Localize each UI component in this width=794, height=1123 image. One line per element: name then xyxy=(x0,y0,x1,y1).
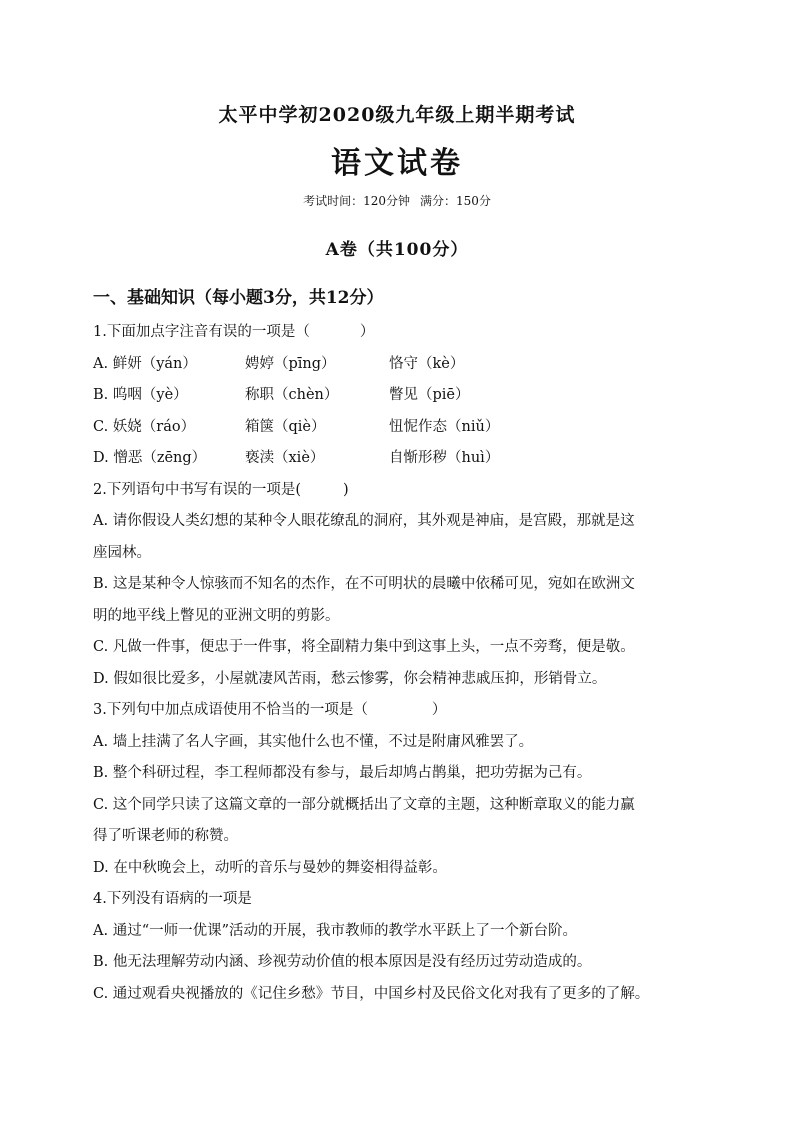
option-line: 座园林。 xyxy=(93,544,151,561)
option-line: 得了听课老师的称赞。 xyxy=(93,828,238,844)
option-line: A. 通过“一师一优课”活动的开展，我市教师的教学水平跃上了一个新台阶。 xyxy=(93,922,578,939)
option-row: A. 鲜妍（yán） 娉婷（pīng） 恪守（kè） xyxy=(93,355,465,372)
option-line: A. 墙上挂满了名人字画，其实他什么也不懂，不过是附庸风雅罢了。 xyxy=(93,733,534,750)
option-line: C. 凡做一件事，便忠于一件事，将全副精力集中到这事上头，一点不旁骛，便是敬。 xyxy=(93,639,635,655)
option-line: D. 在中秋晚会上，动听的音乐与曼妙的舞姿相得益彰。 xyxy=(93,859,447,876)
option-line: A. 请你假设人类幻想的某种令人眼花缭乱的洞府，其外观是神庙，是宫殿，那就是这 xyxy=(93,513,635,529)
question-stem: 4.下列没有语病的一项是 xyxy=(93,891,252,907)
option-row: D. 憎恶（zēng） 亵渎（xiè） 自惭形秽（huì） xyxy=(93,450,500,466)
full-score: 满分：150分 xyxy=(420,194,491,208)
option-row: C. 妖娆（ráo） 箱箧（qiè） 忸怩作态（niǔ） xyxy=(93,418,500,435)
option-line: B. 他无法理解劳动内涵、珍视劳动价值的根本原因是没有经历过劳动造成的。 xyxy=(93,954,592,970)
question-stem: 2.下列语句中书写有误的一项是( ) xyxy=(93,481,349,498)
question-stem: 3.下列句中加点成语使用不恰当的一项是（ ） xyxy=(93,702,447,718)
school-exam-title: 太平中学初2020级九年级上期半期考试 xyxy=(218,104,576,126)
option-line: D. 假如很比爱多，小屋就凄风苦雨，愁云惨雾，你会精神悲戚压抑，形销骨立。 xyxy=(93,670,607,687)
section-heading: 一、基础知识（每小题3分，共12分） xyxy=(93,288,384,308)
subject-title: 语文试卷 xyxy=(331,146,463,181)
option-line: C. 通过观看央视播放的《记住乡愁》节目，中国乡村及民俗文化对我有了更多的了解。 xyxy=(93,985,650,1002)
exam-time: 考试时间：120分钟 xyxy=(303,194,410,208)
question-list xyxy=(93,317,705,1010)
volume-title: A卷（共100分） xyxy=(325,240,469,260)
exam-info xyxy=(0,192,794,209)
option-line: B. 这是某种令人惊骇而不知名的杰作，在不可明状的晨曦中依稀可见，宛如在欧洲文 xyxy=(93,576,635,592)
question-stem: 1.下面加点字注音有误的一项是（ ） xyxy=(93,324,375,340)
option-line: B. 整个科研过程，李工程师都没有参与，最后却鸠占鹊巢，把功劳据为己有。 xyxy=(93,765,592,781)
option-row: B. 呜咽（yè） 称职（chèn） 瞥见（piē） xyxy=(93,387,470,403)
option-line: 明的地平线上瞥见的亚洲文明的剪影。 xyxy=(93,607,340,624)
option-line: C. 这个同学只读了这篇文章的一部分就概括出了文章的主题，这种断章取义的能力赢 xyxy=(93,796,635,813)
